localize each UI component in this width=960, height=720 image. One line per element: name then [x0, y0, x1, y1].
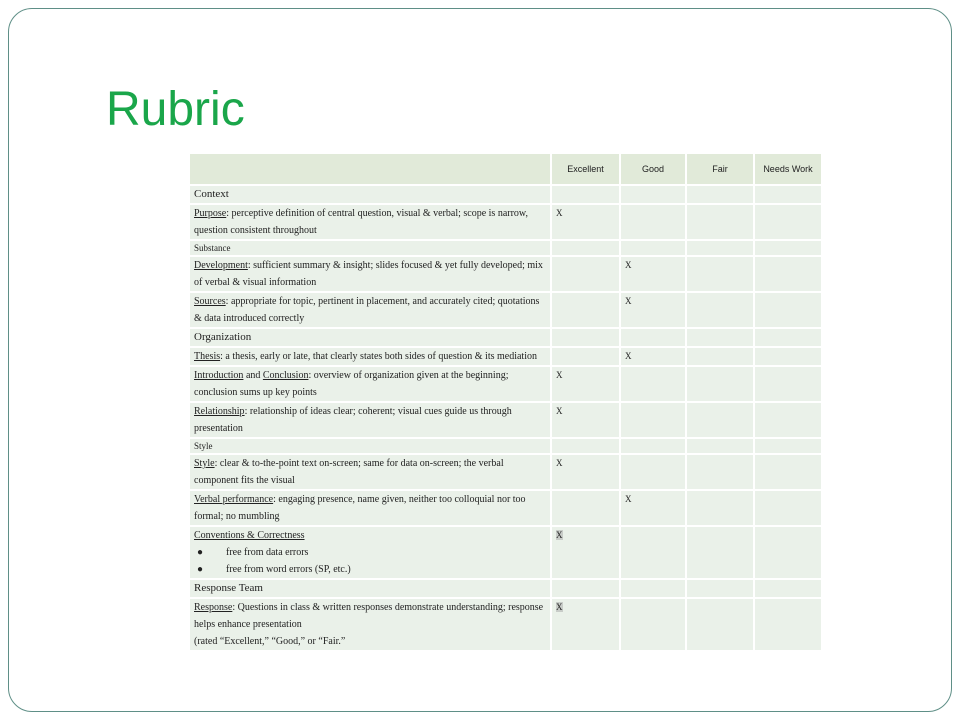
bullet-text: free from data errors	[226, 547, 309, 558]
criterion-term: Relationship	[194, 406, 245, 417]
rating-cell	[620, 454, 686, 490]
column-header-good: Good	[620, 153, 686, 185]
rubric-table	[188, 152, 823, 652]
rating-cell	[754, 347, 822, 366]
rating-cell	[551, 598, 620, 651]
rating-cell	[686, 402, 754, 438]
rubric-row	[189, 454, 822, 490]
rating-cell	[754, 240, 822, 256]
rating-cell	[551, 454, 620, 490]
rating-cell	[754, 526, 822, 579]
rating-cell	[551, 438, 620, 454]
rating-cell	[620, 526, 686, 579]
rating-cell	[551, 240, 620, 256]
rating-cell	[551, 366, 620, 402]
rubric-row	[189, 292, 822, 328]
criterion-description: : a thesis, early or late, that clearly states both sides of question & its mediation	[220, 351, 537, 362]
rubric-row	[189, 579, 822, 598]
criterion-description: : overview of organization given at the beginning; conclusion sums up key points	[194, 370, 509, 398]
criterion-term: Response	[194, 602, 233, 613]
criterion-cell	[189, 490, 551, 526]
rating-cell	[551, 185, 620, 204]
rubric-row	[189, 256, 822, 292]
rating-cell	[620, 438, 686, 454]
rating-mark: X	[556, 370, 563, 380]
column-header-excellent: Excellent	[551, 153, 620, 185]
rating-cell	[620, 240, 686, 256]
rating-cell	[686, 366, 754, 402]
rating-cell	[551, 402, 620, 438]
rating-mark: X	[556, 406, 563, 416]
criterion-cell	[189, 366, 551, 402]
rubric-row	[189, 402, 822, 438]
rating-cell	[754, 328, 822, 347]
criterion-cell	[189, 402, 551, 438]
column-header-fair: Fair	[686, 153, 754, 185]
rating-cell	[686, 598, 754, 651]
rating-cell	[620, 204, 686, 240]
criterion-description: : perceptive definition of central question, visual & verbal; scope is narrow, question consistent throughout	[194, 208, 528, 236]
rating-cell	[551, 579, 620, 598]
bullet-text: free from word errors (SP, etc.)	[226, 564, 351, 575]
section-heading: Organization	[189, 328, 551, 347]
rating-cell	[551, 328, 620, 347]
rating-cell	[686, 454, 754, 490]
criterion-description: : appropriate for topic, pertinent in placement, and accurately cited; quotations & data introduced correctly	[194, 296, 540, 324]
criterion-joiner: and	[243, 370, 263, 381]
rating-cell	[754, 256, 822, 292]
criterion-description: : sufficient summary & insight; slides focused & yet fully developed; mix of verbal & visual information	[194, 260, 543, 288]
criterion-cell	[189, 256, 551, 292]
rating-cell	[620, 256, 686, 292]
rating-cell	[686, 328, 754, 347]
rating-cell	[620, 347, 686, 366]
rating-cell	[686, 204, 754, 240]
rating-cell	[620, 328, 686, 347]
rubric-row	[189, 347, 822, 366]
rating-mark: X	[625, 260, 632, 270]
rating-mark: X	[625, 296, 632, 306]
rating-cell	[620, 490, 686, 526]
rating-cell	[551, 256, 620, 292]
rating-cell	[551, 526, 620, 579]
rating-cell	[686, 256, 754, 292]
rating-cell	[620, 402, 686, 438]
subsection-heading: Substance	[189, 240, 551, 256]
criterion-description: : clear & to-the-point text on-screen; same for data on-screen; the verbal component fits the visual	[194, 458, 504, 486]
bullet-item	[194, 561, 546, 578]
rubric-row	[189, 366, 822, 402]
rating-cell	[620, 292, 686, 328]
rating-cell	[754, 402, 822, 438]
rating-cell	[620, 185, 686, 204]
rubric-row	[189, 598, 822, 651]
criterion-term: Sources	[194, 296, 226, 307]
criterion-term: Thesis	[194, 351, 221, 362]
criterion-term: Conventions & Correctness	[194, 530, 305, 541]
rubric-row	[189, 185, 822, 204]
rating-cell	[754, 490, 822, 526]
criterion-term: Purpose	[194, 208, 227, 219]
rating-cell	[551, 490, 620, 526]
criterion-description: : engaging presence, name given, neither too colloquial nor too formal; no mumbling	[194, 494, 526, 522]
criterion-term: Development	[194, 260, 248, 271]
criterion-note: (rated “Excellent,” “Good,” or “Fair.”	[194, 636, 346, 647]
column-header-needs-work: Needs Work	[754, 153, 822, 185]
rating-cell	[551, 292, 620, 328]
rubric-row	[189, 438, 822, 454]
rating-cell	[754, 579, 822, 598]
rating-cell	[551, 347, 620, 366]
criterion-bullets	[194, 544, 546, 578]
rubric-row	[189, 490, 822, 526]
criterion-cell	[189, 598, 551, 651]
rating-cell	[686, 292, 754, 328]
rating-cell	[686, 579, 754, 598]
header-blank-cell	[189, 153, 551, 185]
rating-cell	[686, 438, 754, 454]
criterion-cell	[189, 204, 551, 240]
rating-cell	[551, 204, 620, 240]
rating-mark: X	[556, 208, 563, 218]
rubric-row	[189, 204, 822, 240]
rating-cell	[754, 454, 822, 490]
criterion-term-2: Conclusion	[262, 370, 309, 381]
rating-cell	[620, 366, 686, 402]
criterion-cell	[189, 347, 551, 366]
section-heading: Response Team	[189, 579, 551, 598]
rating-mark: X	[556, 602, 563, 612]
rubric-row	[189, 328, 822, 347]
criterion-description: : relationship of ideas clear; coherent; visual cues guide us through presentation	[194, 406, 512, 434]
rating-cell	[686, 347, 754, 366]
criterion-term: Verbal performance	[194, 494, 274, 505]
rubric-row	[189, 526, 822, 579]
section-heading: Context	[189, 185, 551, 204]
rating-cell	[686, 526, 754, 579]
rating-mark: X	[556, 530, 563, 540]
slide-title: Rubric	[106, 83, 245, 136]
header-row	[189, 153, 822, 185]
rating-cell	[686, 185, 754, 204]
criterion-term: Introduction	[194, 370, 244, 381]
subsection-heading: Style	[189, 438, 551, 454]
rating-mark: X	[556, 458, 563, 468]
rating-cell	[754, 204, 822, 240]
criterion-cell	[189, 292, 551, 328]
rating-cell	[754, 366, 822, 402]
criterion-cell	[189, 526, 551, 579]
rating-cell	[620, 579, 686, 598]
rating-cell	[754, 438, 822, 454]
rating-cell	[686, 240, 754, 256]
rating-mark: X	[625, 494, 632, 504]
rating-cell	[754, 292, 822, 328]
criterion-term: Style	[194, 458, 215, 469]
criterion-description: : Questions in class & written responses demonstrate understanding; response helps enhance presentation	[194, 602, 544, 630]
rating-mark: X	[625, 351, 632, 361]
bullet-dot-icon: ●	[197, 564, 204, 575]
rating-cell	[754, 185, 822, 204]
rubric-row	[189, 240, 822, 256]
criterion-cell	[189, 454, 551, 490]
bullet-item	[194, 544, 546, 561]
rating-cell	[754, 598, 822, 651]
bullet-dot-icon: ●	[197, 547, 204, 558]
rating-cell	[686, 490, 754, 526]
rating-cell	[620, 598, 686, 651]
